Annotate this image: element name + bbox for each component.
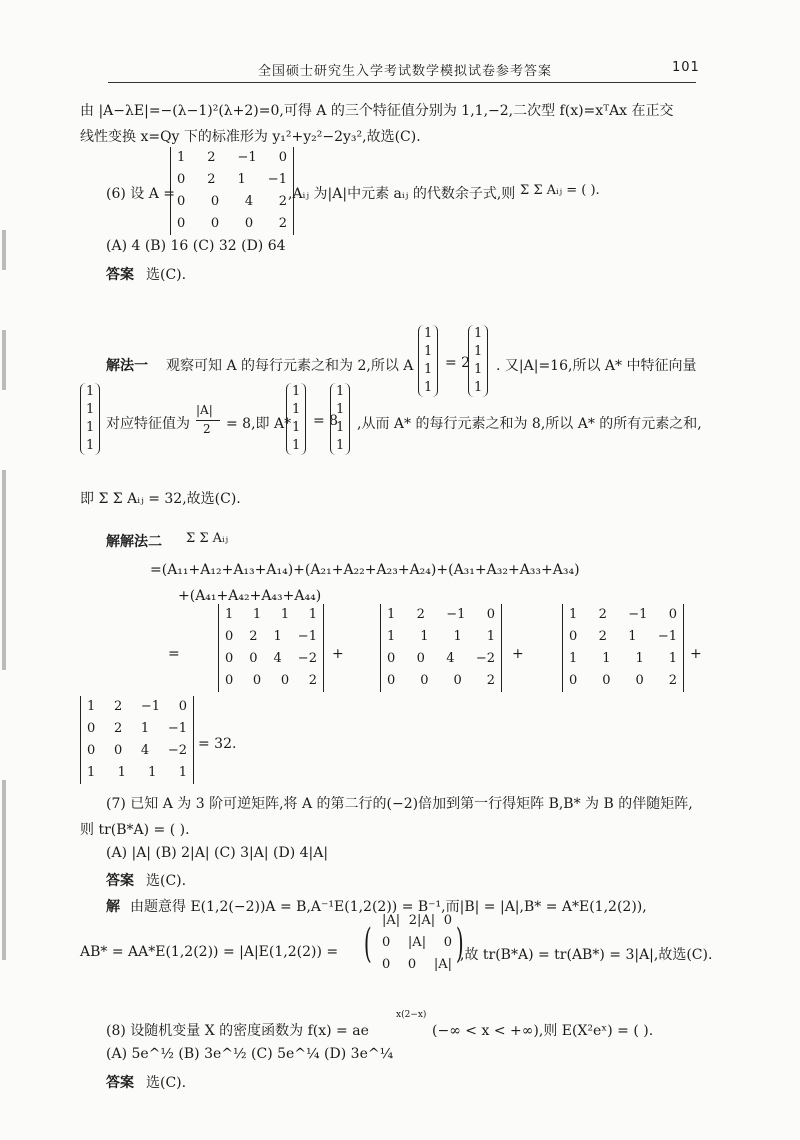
matrix-cell: 1	[602, 651, 611, 666]
matrix-cell: 0	[252, 673, 262, 688]
plus-sign: +	[690, 646, 702, 662]
scan-mark	[2, 330, 6, 390]
vector-entry: 1	[336, 420, 345, 435]
matrix-cell: |A|	[382, 913, 401, 928]
matrix-row	[225, 670, 317, 692]
matrix-cell: 0	[387, 651, 396, 666]
vector-entry: 1	[424, 380, 433, 395]
scan-mark	[2, 230, 6, 270]
matrix-row	[387, 626, 495, 648]
matrix-cell: 0	[382, 935, 391, 950]
matrix-cell: 0	[225, 651, 234, 666]
plus-sign: +	[332, 646, 344, 662]
matrix-cell: 2|A|	[408, 913, 436, 928]
vector-entry: 1	[292, 420, 301, 435]
matrix-cell: 2	[207, 150, 216, 165]
matrix-cell: 0	[443, 913, 452, 928]
matrix-cell: 4	[140, 743, 150, 758]
ones-vector	[286, 383, 306, 455]
plus-sign: +	[512, 646, 524, 662]
vector-entry: 1	[86, 420, 95, 435]
text-line: = 8,即 A*	[226, 416, 292, 432]
options-6: (A) 4 (B) 16 (C) 32 (D) 64	[106, 238, 286, 254]
matrix-cell: 0	[249, 651, 258, 666]
text-line: 线性变换 x=Qy 下的标准形为 y₁²+y₂²−2y₃²,故选(C).	[80, 129, 421, 145]
text-line: = 32.	[198, 736, 237, 752]
matrix-row	[569, 604, 677, 626]
matrix-row	[177, 169, 287, 191]
matrix-cell: 0	[210, 194, 220, 209]
matrix-cell: 0	[225, 629, 234, 644]
exponent: x(2−x)	[396, 1010, 427, 1020]
header-rule	[108, 82, 696, 83]
matrix-cell: 1	[628, 629, 637, 644]
matrix-cell: 0	[244, 216, 254, 231]
vector-entry: 1	[474, 380, 483, 395]
answer-label: 答案	[106, 1075, 134, 1091]
matrix-cell: 0	[178, 699, 187, 714]
matrix-cell: 1	[178, 765, 187, 780]
matrix-cell: |A|	[433, 957, 452, 972]
matrix-cell: 0	[113, 743, 123, 758]
text-line: 对应特征值为	[106, 416, 190, 432]
paren-left: (	[363, 921, 372, 967]
matrix-cell: −2	[297, 651, 317, 666]
solution-label: 解	[106, 899, 120, 915]
text-line: 即 Σ Σ Aᵢⱼ = 32,故选(C).	[80, 491, 241, 507]
matrix-cell: 0	[668, 607, 677, 622]
text-line: = 8	[313, 413, 339, 429]
fraction-denominator: 2	[203, 422, 211, 436]
matrix-cell: 2	[308, 673, 317, 688]
sum-expression: Σ Σ Aᵢⱼ = ( ).	[520, 183, 600, 198]
matrix-cell: 1	[569, 607, 578, 622]
matrix-cell: 4	[446, 651, 455, 666]
matrix-row	[177, 191, 287, 213]
text-line: ,Aᵢⱼ 为|A|中元素 aᵢⱼ 的代数余子式,则	[288, 186, 516, 202]
matrix-cell: 0	[210, 216, 220, 231]
question-8: (8) 设随机变量 X 的密度函数为 f(x) = ae	[106, 1023, 369, 1039]
matrix-cell: 2	[416, 607, 425, 622]
matrix-cell: 0	[569, 673, 578, 688]
matrix-cell: −2	[167, 743, 187, 758]
matrix-cell: 1	[308, 607, 317, 622]
matrix-cell: 0	[416, 651, 425, 666]
ones-vector	[80, 383, 100, 455]
matrix-cell: −1	[657, 629, 677, 644]
matrix-cell: −1	[237, 150, 257, 165]
running-header: 全国硕士研究生入学考试数学模拟试卷参考答案	[258, 64, 553, 79]
matrix-cell: 1	[668, 651, 677, 666]
vector-entry: 1	[86, 384, 95, 399]
matrix-cell: −1	[628, 607, 648, 622]
matrix-cell: 0	[382, 957, 391, 972]
matrix-row	[87, 718, 187, 740]
matrix-cell: 0	[387, 673, 396, 688]
matrix-cell: −1	[267, 172, 287, 187]
matrix-cell: 2	[278, 194, 287, 209]
matrix-row	[225, 604, 317, 626]
matrix-cell: 1	[252, 607, 262, 622]
vector-entry: 1	[336, 438, 345, 453]
matrix-row	[387, 670, 495, 692]
determinant-3	[562, 604, 684, 692]
vector-entry: 1	[86, 438, 95, 453]
matrix-row	[387, 604, 495, 626]
matrix-cell: 0	[602, 673, 611, 688]
answer-label: 答案	[106, 873, 134, 889]
matrix-cell: 0	[453, 673, 462, 688]
ones-vector	[330, 383, 350, 455]
determinant-1	[218, 604, 324, 692]
matrix-row	[382, 932, 452, 954]
matrix-row	[569, 626, 677, 648]
text-line: 观察可知 A 的每行元素之和为 2,所以 A	[166, 358, 414, 374]
matrix-cell: |A|	[407, 935, 427, 950]
answer-8: 选(C).	[146, 1075, 187, 1091]
matrix-cell: 0	[443, 935, 452, 950]
ones-vector	[468, 325, 488, 397]
matrix-cell: 1	[117, 765, 126, 780]
matrix-cell: 1	[87, 765, 96, 780]
options-7: (A) |A| (B) 2|A| (C) 3|A| (D) 4|A|	[106, 845, 329, 861]
matrix-cell: 0	[280, 673, 290, 688]
matrix-cell: 0	[177, 216, 186, 231]
matrix-cell: 0	[225, 673, 234, 688]
matrix-cell: 2	[113, 721, 123, 736]
vector-entry: 1	[424, 344, 433, 359]
vector-entry: 1	[424, 362, 433, 377]
options-8: (A) 5e^½ (B) 3e^½ (C) 5e^¼ (D) 3e^¼	[106, 1046, 394, 1062]
vector-entry: 1	[474, 344, 483, 359]
matrix-row	[382, 910, 452, 932]
matrix-AB-star	[376, 910, 458, 976]
fraction-bar	[196, 420, 220, 421]
text-line: AB* = AA*E(1,2(2)) = |A|E(1,2(2)) =	[80, 944, 339, 960]
determinant-4	[80, 696, 194, 784]
matrix-cell: 1	[387, 629, 396, 644]
matrix-row	[87, 762, 187, 784]
text-line: . 又|A|=16,所以 A* 中特征向量	[496, 358, 697, 374]
text-line: 由题意得 E(1,2(−2))A = B,A⁻¹E(1,2(2)) = B⁻¹,而|B| = |A|,B* = A*E(1,2(2)),	[130, 899, 647, 915]
answer-label: 答案	[106, 267, 134, 283]
matrix-cell: 2	[486, 673, 495, 688]
matrix-cell: 4	[244, 194, 254, 209]
matrix-row	[177, 147, 287, 169]
question-7: (7) 已知 A 为 3 阶可逆矩阵,将 A 的第二行的(−2)倍加到第一行得矩阵 B,B* 为 B 的伴随矩阵,	[106, 796, 693, 812]
text-line: +(A₄₁+A₄₂+A₄₃+A₄₄)	[178, 588, 322, 604]
page-number: 101	[672, 60, 700, 75]
matrix-cell: 0	[87, 721, 96, 736]
matrix-cell: −1	[140, 699, 161, 714]
method-1-label: 解法一	[106, 358, 148, 374]
matrix-cell: 1	[140, 721, 150, 736]
matrix-cell: 4	[273, 651, 282, 666]
matrix-cell: 1	[280, 607, 290, 622]
matrix-cell: 2	[278, 216, 287, 231]
vector-entry: 1	[292, 438, 301, 453]
answer-7: 选(C).	[146, 873, 187, 889]
matrix-cell: 1	[486, 629, 495, 644]
matrix-cell: 2	[598, 629, 607, 644]
matrix-row	[87, 740, 187, 762]
matrix-cell: 0	[278, 150, 287, 165]
matrix-cell: 1	[148, 765, 157, 780]
matrix-cell: 2	[668, 673, 677, 688]
matrix-cell: 1	[569, 651, 578, 666]
matrix-cell: 2	[598, 607, 607, 622]
matrix-A	[170, 147, 294, 235]
vector-entry: 1	[292, 384, 301, 399]
vector-entry: 1	[86, 402, 95, 417]
answer-6: 选(C).	[146, 267, 187, 283]
matrix-row	[569, 670, 677, 692]
question-6: (6) 设 A =	[106, 186, 176, 202]
matrix-cell: 1	[420, 629, 429, 644]
matrix-cell: 0	[420, 673, 429, 688]
matrix-cell: −1	[167, 721, 187, 736]
matrix-cell: 0	[635, 673, 644, 688]
fraction-numerator: |A|	[196, 403, 213, 417]
matrix-cell: 1	[635, 651, 644, 666]
vector-entry: 1	[474, 326, 483, 341]
matrix-cell: 1	[87, 699, 96, 714]
text-line: =(A₁₁+A₁₂+A₁₃+A₁₄)+(A₂₁+A₂₂+A₂₃+A₂₄)+(A₃₁+A₃₂+A₃₃+A₃₄)	[150, 562, 580, 578]
matrix-row	[387, 648, 495, 670]
matrix-cell: 2	[113, 699, 123, 714]
vector-entry: 1	[424, 326, 433, 341]
vector-entry: 1	[336, 384, 345, 399]
vector-entry: 1	[474, 362, 483, 377]
matrix-row	[382, 954, 452, 976]
paren-right: )	[455, 921, 464, 967]
matrix-row	[87, 696, 187, 718]
matrix-cell: 2	[249, 629, 258, 644]
ones-vector	[418, 325, 438, 397]
matrix-cell: 1	[177, 150, 186, 165]
method-2-label: 解解法二	[106, 534, 162, 550]
sum-expression: Σ Σ Aᵢⱼ	[186, 531, 229, 546]
equals-sign: =	[168, 646, 180, 662]
matrix-cell: −2	[475, 651, 495, 666]
matrix-cell: 0	[486, 607, 495, 622]
text-line: 则 tr(B*A) = ( ).	[80, 822, 190, 838]
matrix-cell: 1	[225, 607, 234, 622]
determinant-2	[380, 604, 502, 692]
vector-entry: 1	[336, 402, 345, 417]
matrix-cell: −1	[297, 629, 317, 644]
matrix-cell: 0	[407, 957, 417, 972]
matrix-cell: 0	[87, 743, 96, 758]
matrix-cell: −1	[446, 607, 466, 622]
text-line: (−∞ < x < +∞),则 E(X²eˣ) = ( ).	[432, 1023, 654, 1039]
text-line: = 2	[445, 355, 471, 371]
scan-mark	[2, 780, 6, 960]
matrix-cell: 0	[177, 194, 186, 209]
matrix-cell: 1	[453, 629, 462, 644]
text-line: 由 |A−λE|=−(λ−1)²(λ+2)=0,可得 A 的三个特征值分别为 1,1,−2,二次型 f(x)=xᵀAx 在正交	[80, 103, 674, 119]
matrix-row	[225, 648, 317, 670]
matrix-cell: 1	[387, 607, 396, 622]
matrix-cell: 1	[237, 172, 246, 187]
matrix-row	[569, 648, 677, 670]
text-line: ,从而 A* 的每行元素之和为 8,所以 A* 的所有元素之和,	[357, 416, 702, 432]
matrix-cell: 2	[207, 172, 216, 187]
matrix-cell: 0	[177, 172, 186, 187]
scan-mark	[2, 470, 6, 670]
matrix-cell: 1	[273, 629, 282, 644]
matrix-cell: 0	[569, 629, 578, 644]
text-line: ,故 tr(B*A) = tr(AB*) = 3|A|,故选(C).	[460, 947, 713, 963]
vector-entry: 1	[292, 402, 301, 417]
matrix-row	[225, 626, 317, 648]
matrix-row	[177, 213, 287, 235]
